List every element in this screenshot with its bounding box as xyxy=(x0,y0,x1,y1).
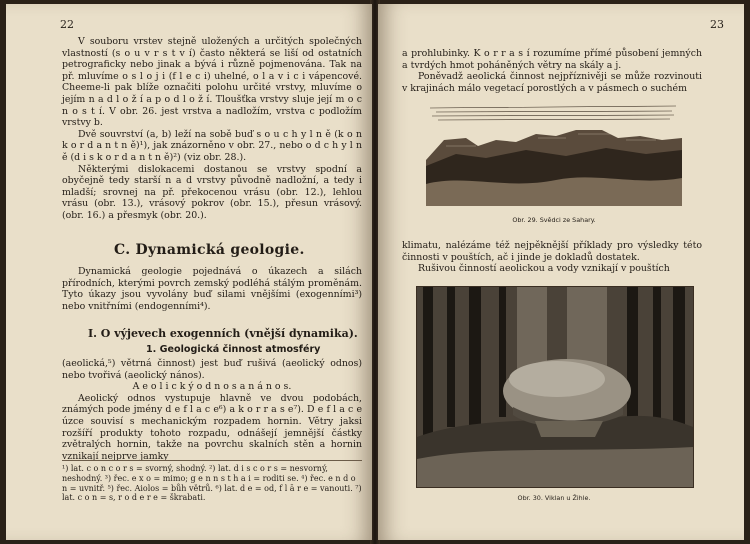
paragraph: klimatu, nalézáme též nejpěknější příklady pro výsledky této činnosti v pouštích, ač i jinde je dokladů dostatek. xyxy=(402,240,702,263)
figure-sahara-mesas xyxy=(426,100,682,206)
right-page xyxy=(378,4,744,540)
figure-rocking-stone-photo xyxy=(416,286,694,488)
paragraph-group-intro xyxy=(62,266,362,312)
paragraph-group-deserts xyxy=(402,240,702,275)
page-number-right: 23 xyxy=(710,18,724,31)
left-page xyxy=(6,4,372,540)
paragraph-group-corrasion xyxy=(402,48,702,94)
paragraph: V souboru vrstev stejně uložených a určitých společných vlastností (s o u v r s t v í) často některá se liší od ostatních petrograficky nebo jinak a bývá i různě pojmenována. Tak na př. mluvíme o s l o j i (f l e c i) uhelné, o l a v i c i vápencové. Cheeme-li pak blíže označiti polohu určité vrstvy, mluvíme o jejím n a d l o ž í a p o d l o ž í. Tloušťka vrstvy sluje její m o c n o s t í. V obr. 26. jest vrstva a nadložím, vrstva c podložím vrstvy b. xyxy=(62,36,362,129)
paragraph: Aeolický odnos vystupuje hlavně ve dvou podobách, známých pode jmény d e f l a c e⁶) a k o r r a s e⁷). D e f l a c e úzce souvisí s mechanickým rozpadem hornin. Větry jaksi rozšíří produkty tohoto rozpadu, odnášejí jemnější částky zvětralých hornin, takže na povrchu skalních stěn a hornin vznikají nejprve jamky xyxy=(62,392,362,462)
paragraph: Poněvadž aeolická činnost nejpříznivěji se může rozvinouti v krajinách málo vegetací porostlých a v pásmech o suchém xyxy=(402,71,702,94)
page-number-left: 22 xyxy=(60,18,74,31)
section-title: I. O výjevech exogenních (vnější dynamika). xyxy=(88,327,358,340)
figure-caption: Obr. 30. Viklan u Žihle. xyxy=(517,494,591,502)
paragraph: (aeolická,⁵) větrná činnost) jest buď rušivá (aeolický odnos) nebo tvořivá (aeolický nános). xyxy=(62,358,362,381)
footnote: ¹) lat. c o n c o r s = svorný, shodný. ²) lat. d i s c o r s = nesvorný, neshodný. ³) řec. e x o = mimo; g e n n s t h a i = roditi se. ⁴) řec. e n d o n = uvnitř. ⁵) řec. Aiolos = bůh větrů. ⁶) lat. d e = od, f l ā r e = vanouti. ⁷) lat. c o n = s, r o d e r e = škrabati. xyxy=(62,464,362,503)
paragraph: Rušivou činností aeolickou a vody vznikají v pouštích xyxy=(418,263,670,275)
paragraph: Dvě souvrství (a, b) leží na sobě buď s o u c h y l n ě (k o n k o r d a n t n ě)¹), jak znázorněno v obr. 27., nebo o d c h y l n ě (d i s k o r d a n t n ě)²) (viz obr. 28.). xyxy=(62,128,362,163)
figure-caption: Obr. 29. Svědci ze Sahary. xyxy=(512,216,596,224)
footnotes xyxy=(62,460,362,503)
paragraph-group-strata xyxy=(62,36,362,222)
paragraph: Dynamická geologie pojednává o úkazech a silách přírodních, kterými povrch zemský podléhá stálým proměnám. Tyto úkazy jsou vyvolány buď silami vnějšími (exogenními³) nebo vnitřními (endogenními⁴). xyxy=(62,266,362,312)
subsection-title: 1. Geologická činnost atmosféry xyxy=(146,344,321,355)
paragraph: a prohlubinky. K o r r a s í rozumíme přímé působení jemných a tvrdých hmot poháněných větry na skály a j. xyxy=(402,48,702,71)
paragraph-group-aeolic xyxy=(62,358,362,462)
chapter-title: C. Dynamická geologie. xyxy=(114,242,305,258)
paragraph: Některými dislokacemi dostanou se vrstvy spodní a obyčejně tedy starší n a d vrstvy původně nadložní, a tedy i mladší; srovnej na př. překocenou vrásu (obr. 12.), lehlou vrásu (obr. 13.), vrásový pokrov (obr. 15.), přesun vrásový. (obr. 16.) a přesmyk (obr. 20.). xyxy=(62,163,362,221)
paragraph-heading: A e o l i c k ý o d n o s a n á n o s. xyxy=(132,381,292,393)
